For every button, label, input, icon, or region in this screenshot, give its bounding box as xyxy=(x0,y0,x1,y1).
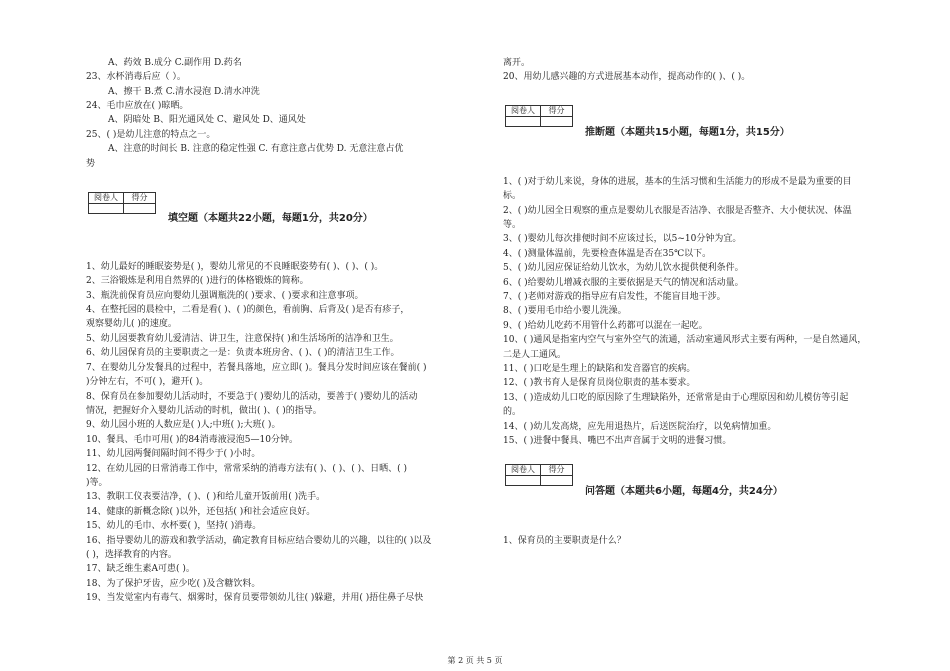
question-line: 6、幼儿园保育员的主要职责之一是：负责本班房舍、( )、( )的清洁卫生工作。 xyxy=(86,348,400,358)
question-line: 7、( )老师对游戏的指导应有启发性，不能盲目地干涉。 xyxy=(503,292,726,302)
section-title-fill-blank: 填空题（本题共22小题，每题1分，共20分） xyxy=(168,213,373,224)
score-box-score-label: 得分 xyxy=(548,106,565,115)
question-line: 情况，把握好介入婴幼儿活动的时机，做出( )、( )的指导。 xyxy=(86,406,322,416)
question-line: 12、( )教书育人是保育员岗位职责的基本要求。 xyxy=(503,378,696,388)
qa-question-line: 1、保育员的主要职责是什么？ xyxy=(503,536,626,546)
score-box-score-label: 得分 xyxy=(548,465,565,474)
question-line: 的。 xyxy=(503,407,522,417)
question-line: 15、( )进餐中餐具、嘴巴不出声音属于文明的进餐习惯。 xyxy=(503,436,732,446)
right-top-line: 离开。 xyxy=(503,58,531,68)
question-line: 4、( )测量体温前，先要检查体温是否在35℃以下。 xyxy=(503,249,712,259)
question-line: 二是人工通风。 xyxy=(503,350,567,360)
question-line: 3、瓶洗前保育员应向婴幼儿强调瓶洗的( )要求、( )要求和注意事项。 xyxy=(86,291,364,301)
score-box-reviewer-label: 阅卷人 xyxy=(89,193,124,203)
question-line: 观察婴幼儿( )的速度。 xyxy=(86,319,177,329)
question-line: 16、指导婴幼儿的游戏和教学活动，确定教育目标应结合婴幼儿的兴趣，以往的( )以及 xyxy=(86,536,432,546)
question-line: 8、保育员在参加婴幼儿活动时，不要急于( )婴幼儿的活动，要善于( )婴幼儿的活动 xyxy=(86,392,418,402)
question-line: 2、( )幼儿园全日观察的重点是婴幼儿衣服是否洁净、衣服是否整齐、大小便状况、体温 xyxy=(503,206,852,216)
question-line: 8、( )要用毛巾给小婴儿洗澡。 xyxy=(503,306,627,316)
question-line: 等。 xyxy=(503,220,522,230)
left-top-line: A、擦干 B.煮 C.清水浸泡 D.清水冲洗 xyxy=(108,87,260,97)
question-line: 3、( )婴幼儿每次排便时间不应该过长，以5~10分钟为宜。 xyxy=(503,234,742,244)
question-line: 10、( )通风是指室内空气与室外空气的流通，活动室通风形式主要有两种，一是自然通风， xyxy=(503,335,867,345)
question-line: )分钟左右，不可( )，避开( )。 xyxy=(86,377,209,387)
question-line: 4、在整托园的晨检中，二看是看( )、( )的颜色，看前胸、后背及( )是否有疹子， xyxy=(86,305,410,315)
question-line: 2、三浴锻炼是利用自然界的( )进行的体格锻炼的简称。 xyxy=(86,276,309,286)
score-box xyxy=(505,105,573,127)
score-box xyxy=(88,192,156,214)
question-line: 10、餐具、毛巾可用( )的84消毒液浸泡5—10分钟。 xyxy=(86,435,298,445)
question-line: 5、( )幼儿园应保证给幼儿饮水，为幼儿饮水提供便利条件。 xyxy=(503,263,744,273)
left-top-line: 25、( )是幼儿注意的特点之一。 xyxy=(86,130,216,140)
question-line: 12、在幼儿园的日常消毒工作中，常常采纳的消毒方法有( )、( )、( )、日晒、( ) xyxy=(86,464,407,474)
question-line: ( )，选择教育的内容。 xyxy=(86,550,177,560)
question-line: 6、( )给婴幼儿增减衣服的主要依据是天气的情况和活动量。 xyxy=(503,278,744,288)
score-box xyxy=(505,464,573,486)
score-box-score-label: 得分 xyxy=(131,193,148,202)
left-top-line: 24、毛巾应放在( )晾晒。 xyxy=(86,101,189,111)
section-title-true-false: 推断题（本题共15小题，每题1分，共15分） xyxy=(585,127,790,138)
left-top-line: A、阴暗处 B、阳光通风处 C、避风处 D、通风处 xyxy=(108,115,306,125)
page-footer: 第 2 页 共 5 页 xyxy=(447,656,503,665)
question-line: 9、( )给幼儿吃药不用管什么药都可以混在一起吃。 xyxy=(503,321,708,331)
score-box-reviewer-label: 阅卷人 xyxy=(506,465,541,475)
question-line: 5、幼儿园要教育幼儿爱清洁、讲卫生，注意保持( )和生活场所的洁净和卫生。 xyxy=(86,334,399,344)
question-line: 17、缺乏维生素A可患( )。 xyxy=(86,564,195,574)
question-line: 标。 xyxy=(503,191,522,201)
left-top-line: A、药效 B.成分 C.副作用 D.药名 xyxy=(108,58,242,68)
score-box-reviewer-label: 阅卷人 xyxy=(506,106,541,116)
question-line: 11、( )口吃是生理上的缺陷和发音器官的疾病。 xyxy=(503,364,696,374)
question-line: 14、( )幼儿发高烧，应先用退热片，后送医院治疗，以免病情加重。 xyxy=(503,422,777,432)
left-top-line: 23、水杯消毒后应（ ）。 xyxy=(86,72,186,82)
question-line: 13、( )造成幼儿口吃的原因除了生理缺陷外，还常常是由于心理原因和幼儿模仿等引起 xyxy=(503,393,849,403)
question-line: 14、健康的新概念除( )以外，还包括( )和社会适应良好。 xyxy=(86,507,316,517)
question-line: 7、在婴幼儿分发餐具的过程中，若餐具落地，应立即( )。餐具分发时间应该在餐前( ) xyxy=(86,363,427,373)
question-line: 19、当发觉室内有毒气、烟雾时，保育员要带领幼儿往( )躲避，并用( )捂住鼻子尽快 xyxy=(86,593,424,603)
question-line: 1、幼儿最好的睡眠姿势是( )，婴幼儿常见的不良睡眠姿势有( )、( )、( )。 xyxy=(86,262,384,272)
left-top-line: 势 xyxy=(86,159,96,169)
left-top-line: A、注意的时间长 B. 注意的稳定性强 C. 有意注意占优势 D. 无意注意占优 xyxy=(108,144,404,154)
right-top-line: 20、用幼儿感兴趣的方式进展基本动作，提高动作的( )、( )。 xyxy=(503,72,751,82)
question-line: )等。 xyxy=(86,478,108,488)
question-line: 9、幼儿园小班的人数应是( )人;中班( );大班( )。 xyxy=(86,420,281,430)
question-line: 11、幼儿园两餐间隔时间不得少于( )小时。 xyxy=(86,449,261,459)
section-title-qa: 问答题（本题共6小题，每题4分，共24分） xyxy=(585,486,783,497)
question-line: 15、幼儿的毛巾、水杯要( )，坚持( )消毒。 xyxy=(86,521,262,531)
question-line: 18、为了保护牙齿，应少吃( )及含糖饮料。 xyxy=(86,579,261,589)
question-line: 1、( )对于幼儿来说，身体的进展，基本的生活习惯和生活能力的形成不是最为重要的目 xyxy=(503,177,852,187)
question-line: 13、教职工仪表要洁净，( )、( )和给儿童开饭前用( )洗手。 xyxy=(86,492,326,502)
